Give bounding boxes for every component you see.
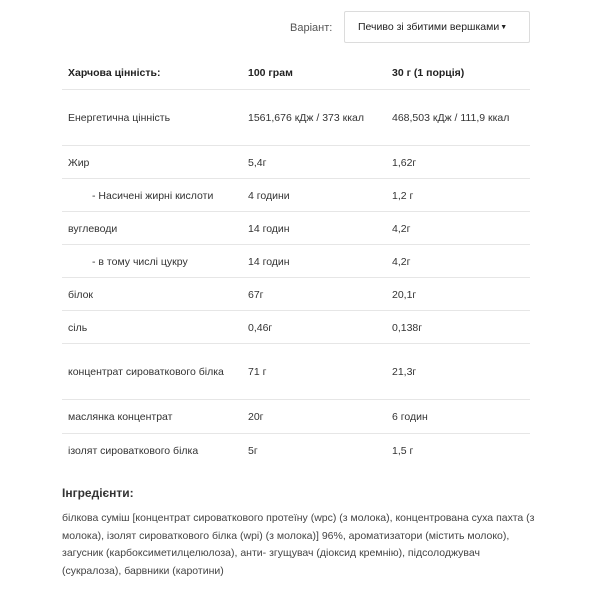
- value-per-100g: 0,46г: [248, 321, 273, 334]
- nutrient-name: - в тому числі цукру: [92, 255, 188, 268]
- ingredients-title: Інгредієнти:: [62, 486, 134, 500]
- value-per-100g: 4 години: [248, 189, 290, 202]
- value-per-serving: 21,3г: [392, 366, 417, 378]
- nutrient-name: вуглеводи: [68, 222, 118, 235]
- table-row: [62, 211, 530, 245]
- table-header-row: [62, 56, 530, 89]
- value-per-serving: 1,62г: [392, 156, 417, 169]
- caret-down-icon: ▼: [500, 23, 508, 31]
- variant-selected-value: Печиво зі збитими вершками: [358, 21, 500, 33]
- table-row: [62, 178, 530, 212]
- value-per-serving: 1,5 г: [392, 444, 414, 457]
- value-per-100g: 1561,676 кДж / 373 ккал: [248, 112, 365, 124]
- nutrient-name: Жир: [68, 156, 90, 169]
- variant-select[interactable]: [344, 11, 530, 43]
- table-row: [62, 399, 530, 434]
- value-per-100g: 5,4г: [248, 156, 267, 169]
- nutrient-name: маслянка концентрат: [68, 411, 173, 423]
- header-nutrition: Харчова цінність:: [68, 66, 161, 79]
- header-per-100g: 100 грам: [248, 66, 293, 79]
- table-row: [62, 343, 530, 400]
- nutrient-name: білок: [68, 288, 94, 301]
- table-row: [62, 433, 530, 467]
- table-row: [62, 89, 530, 146]
- value-per-100g: 14 годин: [248, 222, 290, 235]
- table-row: [62, 145, 530, 179]
- value-per-100g: 67г: [248, 288, 264, 301]
- value-per-100g: 5г: [248, 444, 258, 457]
- header-per-serving: 30 г (1 порція): [392, 66, 465, 79]
- table-row: [62, 244, 530, 278]
- nutrient-name: концентрат сироваткового білка: [68, 366, 224, 378]
- value-per-serving: 4,2г: [392, 255, 411, 268]
- variant-row: [0, 0, 600, 56]
- nutrient-name: - Насичені жирні кислоти: [92, 189, 214, 202]
- ingredients-text: білкова суміш [концентрат сироваткового протеїну (wpc) (з молока), концентрована суха пахта (з молока), ізолят сироваткового білка (wpi) (з молока)] 96%, ароматизатори (містить молоко), загусник (карбоксиметилцелюлоза), анти- згущувач (діоксид кремнію), підсолоджувач (сукралоза), барвники (каротини): [62, 512, 535, 577]
- variant-label: Варіант:: [290, 22, 333, 34]
- value-per-100g: 14 годин: [248, 255, 290, 268]
- value-per-100g: 71 г: [248, 366, 267, 378]
- value-per-serving: 1,2 г: [392, 189, 414, 202]
- nutrient-name: сіль: [68, 321, 88, 334]
- nutrient-name: Енергетична цінність: [68, 112, 171, 124]
- value-per-serving: 6 годин: [392, 411, 428, 423]
- value-per-serving: 0,138г: [392, 321, 423, 334]
- table-row: [62, 310, 530, 344]
- value-per-100g: 20г: [248, 411, 264, 423]
- nutrient-name: ізолят сироваткового білка: [68, 444, 199, 457]
- table-row: [62, 277, 530, 311]
- value-per-serving: 468,503 кДж / 111,9 ккал: [392, 112, 510, 124]
- value-per-serving: 20,1г: [392, 288, 417, 301]
- value-per-serving: 4,2г: [392, 222, 411, 235]
